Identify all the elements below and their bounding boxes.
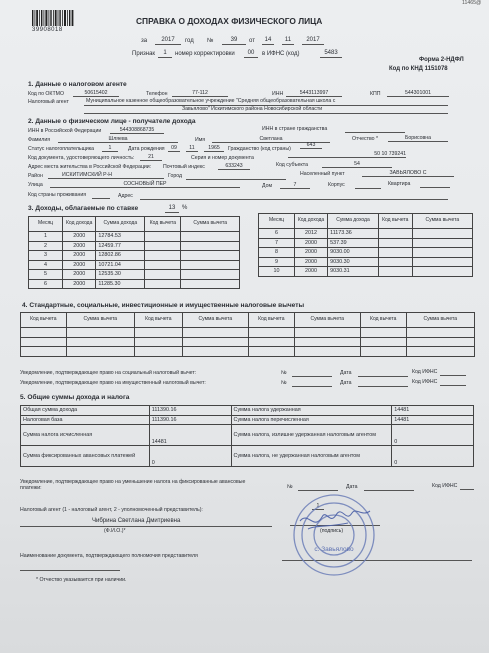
label-ot: от <box>249 38 255 44</box>
notice-property-no: № <box>281 380 287 386</box>
income-right-cell <box>378 257 412 267</box>
income-right-cell <box>412 238 472 248</box>
income-right-cell: 9030.00 <box>328 248 379 258</box>
label-ifns: в ИФНС (код) <box>262 51 300 57</box>
label-doc-code: Код документа, удостоверяющего личность: <box>28 155 135 161</box>
income-left-cell <box>181 251 240 261</box>
income-right-cell: 2000 <box>294 238 327 248</box>
income-right-cell <box>378 229 412 239</box>
income-left-header-1: Код дохода <box>63 217 96 232</box>
income-right-cell <box>412 248 472 258</box>
person-name: Светлана <box>212 136 330 143</box>
not-withheld-tax: 0 <box>392 446 474 467</box>
label-foreign-address: Адрес <box>118 193 133 199</box>
income-left-cell: 4 <box>29 260 63 270</box>
income-left-header-0: Месяц <box>29 217 63 232</box>
income-left-cell: 6 <box>29 279 63 289</box>
income-right-cell: 2012 <box>294 229 327 239</box>
income-right-cell: 9030.31 <box>328 267 379 277</box>
form-code: Форма 2-НДФЛ <box>419 57 464 63</box>
income-left-cell: 1 <box>29 232 63 242</box>
notice-fixed-label: Уведомление, подтверждающее право на уменьшение налога на фиксированные авансовые платежи: <box>20 479 246 491</box>
section5-title: 5. Общие суммы дохода и налога <box>20 394 130 401</box>
page-title: СПРАВКА О ДОХОДАХ ФИЗИЧЕСКОГО ЛИЦА <box>136 16 323 26</box>
income-right-header-2: Сумма дохода <box>328 214 379 229</box>
certificate-year: 2017 <box>302 37 324 45</box>
income-left-cell: 12802.86 <box>96 251 145 261</box>
corner-code: 11465@ <box>462 0 482 6</box>
deductions-header-6: Код вычета <box>360 313 406 328</box>
agent-name-line1: Муниципальное казенное общеобразовательное учреждение "Средняя общеобразовательная школа с <box>86 98 336 104</box>
agent-phone: 77-112 <box>172 90 228 97</box>
income-left-cell: 12459.77 <box>96 241 145 251</box>
label-za: за <box>141 38 148 44</box>
income-left-cell: 2000 <box>63 270 96 280</box>
income-right-cell <box>412 257 472 267</box>
notice-fixed-ifns: Код ИФНС <box>432 483 458 489</box>
school-stamp <box>290 491 378 579</box>
tax-calc: 14481 <box>149 425 231 446</box>
label-patronymic: Отчество * <box>352 136 379 142</box>
report-year: 2017 <box>155 37 181 45</box>
priznak-value: 1 <box>158 50 172 58</box>
notice-social-ifns: Код ИФНС <box>412 369 438 375</box>
income-right-row <box>259 257 473 267</box>
person-patronymic: Борисовна <box>388 135 448 142</box>
deductions-header-3: Сумма вычета <box>182 313 248 328</box>
certificate-day: 14 <box>262 37 274 45</box>
doc-code: 21 <box>140 154 162 161</box>
income-left-cell <box>181 260 240 270</box>
income-left-cell: 11285.30 <box>96 279 145 289</box>
income-left-cell <box>145 270 181 280</box>
label-nomer: № <box>207 38 214 44</box>
person-citizenship: 643 <box>300 142 322 149</box>
income-table-right <box>258 213 473 277</box>
stamp-text: с. Завьялово <box>314 546 354 553</box>
label-phone: Телефон <box>146 91 168 97</box>
label-address: Адрес места жительства в Российской Федерации: <box>28 164 152 170</box>
total-income: 111390.16 <box>149 406 231 416</box>
barcode-number: 39908018 <box>32 27 63 33</box>
income-right-cell: 7 <box>259 238 295 248</box>
agent-name-line2: Завьялово" Искитимского района Новосибирской области <box>182 106 323 112</box>
deductions-table <box>20 312 475 357</box>
income-right-row <box>259 267 473 277</box>
label-inn-rf: ИНН в Российской Федерации <box>28 128 102 134</box>
label-agent: Налоговый агент <box>28 99 69 105</box>
income-right-cell <box>378 248 412 258</box>
certificate-month: 11 <box>282 37 294 45</box>
tax-withheld-label: Сумма налога удержанная <box>231 406 392 416</box>
deductions-header-5: Сумма вычета <box>294 313 360 328</box>
income-left-cell <box>181 279 240 289</box>
income-left-cell: 2000 <box>63 279 96 289</box>
label-name: Имя <box>195 137 206 143</box>
signature-caption: (подпись) <box>320 528 344 534</box>
income-left-cell <box>145 232 181 242</box>
label-street: Улица <box>28 182 43 188</box>
section2-title: 2. Данные о физическом лице - получателе дохода <box>28 118 196 125</box>
notice-social-label: Уведомление, подтверждающее право на социальный налоговый вычет: <box>20 370 197 376</box>
income-right-cell: 9 <box>259 257 295 267</box>
income-right-cell: 10 <box>259 267 295 277</box>
income-left-cell: 2000 <box>63 241 96 251</box>
street: СОСНОВЫЙ ПЕР <box>50 181 240 188</box>
income-left-row <box>29 241 240 251</box>
district: ИСКИТИМСКИЙ Р-Н <box>48 172 164 179</box>
income-right-row <box>259 238 473 248</box>
income-left-cell <box>181 232 240 242</box>
notice-social-date: Дата <box>340 370 352 376</box>
postcode: 633243 <box>218 163 250 170</box>
income-left-cell: 10721.04 <box>96 260 145 270</box>
income-table-left <box>28 216 240 289</box>
income-left-row <box>29 270 240 280</box>
tax-withheld: 14481 <box>392 406 474 416</box>
label-oktmo: Код по ОКТМО <box>28 91 64 97</box>
income-left-cell: 3 <box>29 251 63 261</box>
income-right-cell <box>378 238 412 248</box>
tax-base-label: Налоговая база <box>21 415 150 425</box>
person-inn: 544308868735 <box>110 127 164 134</box>
label-god: год <box>185 38 194 44</box>
percent-sign: % <box>182 205 188 211</box>
income-left-row <box>29 232 240 242</box>
income-right-cell <box>378 267 412 277</box>
income-right-cell: 2000 <box>294 267 327 277</box>
income-left-cell: 2000 <box>63 260 96 270</box>
notice-property-ifns: Код ИФНС <box>412 379 438 385</box>
label-inn-foreign: ИНН в стране гражданства <box>262 126 328 132</box>
dob-year: 1965 <box>204 145 224 152</box>
income-right-header-4: Сумма вычета <box>412 214 472 229</box>
income-right-cell: 2000 <box>294 257 327 267</box>
label-subject: Код субъекта <box>276 162 308 168</box>
label-correction: номер корректировки <box>175 51 235 57</box>
excess-label: Сумма налога, излишне удержанная налоговым агентом <box>231 425 392 446</box>
income-right-cell: 537.39 <box>328 238 379 248</box>
notice-property-label: Уведомление, подтверждающее право на имущественный налоговый вычет: <box>20 380 206 386</box>
doc-series: 50 10 739241 <box>288 151 406 158</box>
income-left-cell <box>181 241 240 251</box>
income-left-cell <box>145 251 181 261</box>
section3-title: 3. Доходы, облагаемые по ставке <box>28 205 139 212</box>
income-right-cell: 11173.36 <box>328 229 379 239</box>
label-city: Город <box>168 173 183 179</box>
notice-social-no: № <box>281 370 287 376</box>
tax-calc-label: Сумма налога исчисленная <box>21 425 150 446</box>
label-district: Район <box>28 173 43 179</box>
income-left-cell: 12784.53 <box>96 232 145 242</box>
label-country: Код страны проживания <box>28 192 87 198</box>
label-doc-series: Серия и номер документа <box>191 155 254 161</box>
dob-month: 11 <box>186 145 198 152</box>
label-status: Статус налогоплательщика <box>28 146 95 152</box>
subject-code: 54 <box>322 161 392 168</box>
income-right-row <box>259 248 473 258</box>
dob-day: 09 <box>168 145 180 152</box>
income-right-cell <box>412 229 472 239</box>
label-priznak: Признак <box>132 51 156 57</box>
tax-transferred: 14481 <box>392 415 474 425</box>
income-right-cell <box>412 267 472 277</box>
house: 7 <box>280 182 310 189</box>
fio-caption: (Ф.И.О.)* <box>104 528 126 534</box>
income-left-header-4: Сумма вычета <box>181 217 240 232</box>
person-status: 1 <box>102 145 118 152</box>
notice-fixed-no: № <box>287 484 293 490</box>
deductions-header-1: Сумма вычета <box>66 313 134 328</box>
totals-table <box>20 405 474 467</box>
settlement: ЗАВЬЯЛОВО С <box>362 170 454 177</box>
deductions-header-7: Сумма вычета <box>406 313 474 328</box>
person-surname: Шляева <box>58 136 178 143</box>
income-left-cell <box>145 260 181 270</box>
tax-base: 111390.16 <box>149 415 231 425</box>
income-left-cell: 2000 <box>63 232 96 242</box>
footnote: * Отчество указывается при наличии. <box>36 577 127 583</box>
section1-title: 1. Данные о налоговом агенте <box>28 81 127 88</box>
income-left-cell: 5 <box>29 270 63 280</box>
agent-inn: 5443113997 <box>286 90 342 97</box>
fixed-payments: 0 <box>149 446 231 467</box>
ifns-code: 5483 <box>320 50 342 58</box>
deductions-header-0: Код вычета <box>21 313 67 328</box>
tax-rate: 13 <box>165 205 179 213</box>
signature-agent-code: 1 <box>312 503 324 510</box>
deductions-header-4: Код вычета <box>249 313 295 328</box>
total-income-label: Общая сумма дохода <box>21 406 150 416</box>
label-settlement: Населенный пункт <box>300 171 345 177</box>
income-left-row <box>29 260 240 270</box>
income-right-row <box>259 229 473 239</box>
income-left-cell <box>181 270 240 280</box>
income-left-cell: 2 <box>29 241 63 251</box>
label-dob: Дата рождения <box>128 146 165 152</box>
income-right-cell: 2000 <box>294 248 327 258</box>
label-building: Корпус <box>328 182 345 188</box>
agent-kpp: 544301001 <box>387 90 449 97</box>
income-left-header-3: Код вычета <box>145 217 181 232</box>
signatory-name: Чибрина Светлана Дмитриевна <box>92 518 181 524</box>
excess-tax: 0 <box>392 425 474 446</box>
notice-property-date: Дата <box>340 380 352 386</box>
tax-transferred-label: Сумма налога перечисленная <box>231 415 392 425</box>
label-surname: Фамилия <box>28 137 51 143</box>
notice-fixed-date: Дата <box>346 484 358 490</box>
section4-title: 4. Стандартные, социальные, инвестиционные и имущественные налоговые вычеты <box>22 302 305 309</box>
label-kpp: КПП <box>370 91 381 97</box>
not-withheld-label: Сумма налога, не удержанная налоговым агентом <box>231 446 392 467</box>
fixed-payments-label: Сумма фиксированных авансовых платежей <box>21 446 150 467</box>
income-right-header-3: Код вычета <box>378 214 412 229</box>
signature-agent-label: Налоговый агент (1 - налоговый агент, 2 - уполномоченный представитель): <box>20 507 203 513</box>
label-postcode: Почтовый индекс <box>163 164 205 170</box>
label-house: Дом <box>262 183 273 189</box>
knd-code: Код по КНД 1151078 <box>389 66 448 72</box>
income-left-cell: 2000 <box>63 251 96 261</box>
agent-oktmo: 50615402 <box>73 90 119 97</box>
authority-doc-label: Наименование документа, подтверждающего полномочия представителя <box>20 553 198 559</box>
income-right-cell: 8 <box>259 248 295 258</box>
correction-number: 00 <box>244 50 258 58</box>
label-citizenship: Гражданство (код страны) <box>228 146 291 152</box>
income-left-header-2: Сумма дохода <box>96 217 145 232</box>
barcode <box>32 10 74 26</box>
income-right-header-0: Месяц <box>259 214 295 229</box>
income-right-cell: 6 <box>259 229 295 239</box>
income-right-cell: 9030.30 <box>328 257 379 267</box>
income-left-cell: 12535.30 <box>96 270 145 280</box>
income-left-cell <box>145 279 181 289</box>
certificate-number: 39 <box>222 37 246 45</box>
income-left-cell <box>145 241 181 251</box>
deductions-header-2: Код вычета <box>135 313 183 328</box>
label-apartment: Квартира <box>388 181 411 187</box>
income-right-header-1: Код дохода <box>294 214 327 229</box>
label-agent-inn: ИНН <box>272 91 284 97</box>
income-left-row <box>29 279 240 289</box>
income-left-row <box>29 251 240 261</box>
